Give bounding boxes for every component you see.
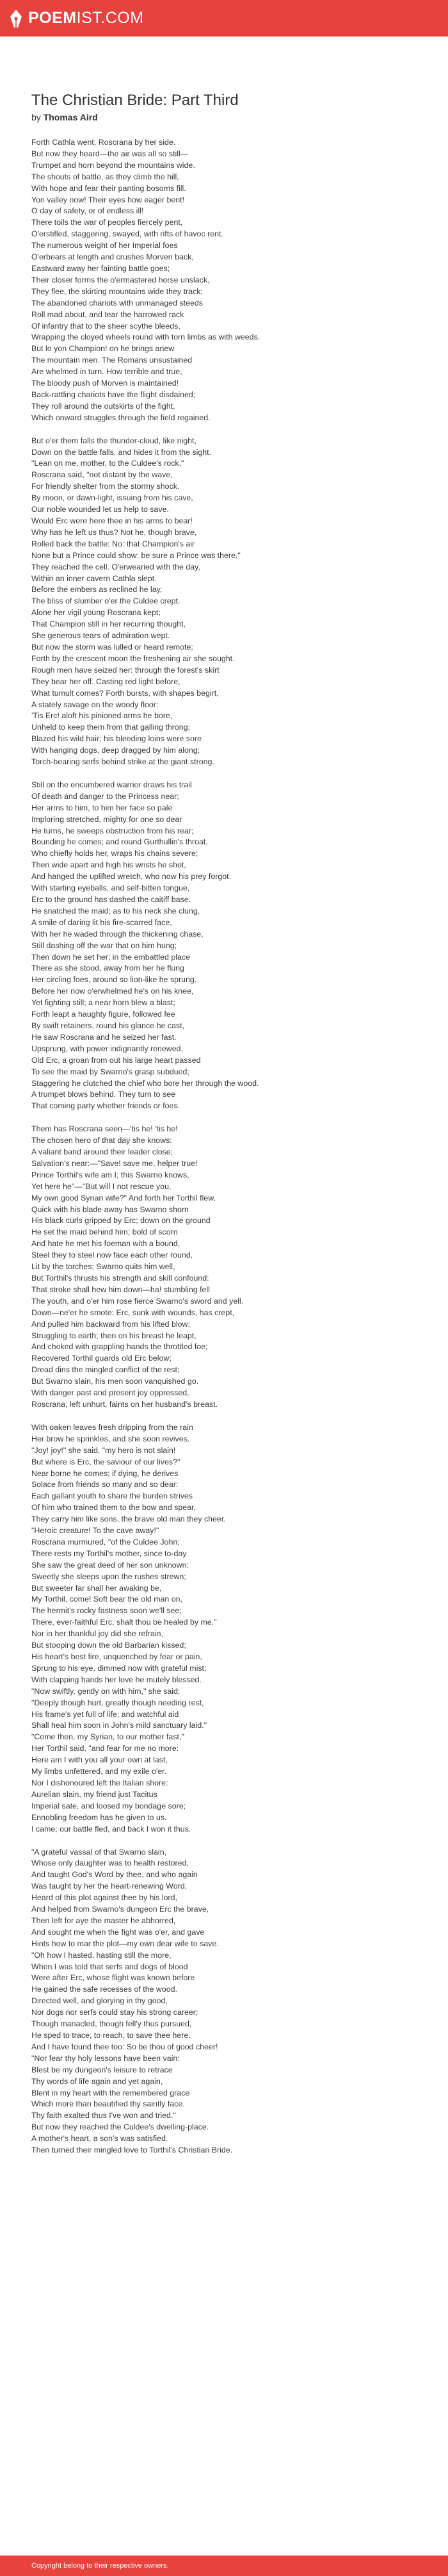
poem-line: The abandoned chariots with unmanaged steeds [31, 298, 203, 308]
poem-line: Trumpet and horn beyond the mountains wide. [31, 160, 195, 170]
poem-line: With danger past and present joy oppressed, [31, 1388, 189, 1398]
poem-line: He saw Roscrana and he seized her fast. [31, 1032, 177, 1042]
top-bar [0, 0, 448, 37]
poem-line: He turns, he sweeps obstruction from his rear; [31, 826, 194, 835]
poem-line: "Now swiftly, gently on with him," she said; [31, 1686, 180, 1696]
stanza [31, 1124, 428, 1411]
poem-line: Nor in her thankful joy did she refrain, [31, 1629, 163, 1639]
poem-header [31, 91, 422, 123]
poem-line: Aurelian slain, my friend just Tacitus [31, 1789, 157, 1799]
poem-line: Nor dogs nor serfs could stay his strong career; [31, 2008, 198, 2017]
poem-line: He gained the safe recesses of the wood. [31, 1985, 177, 1994]
stanza [31, 780, 428, 1112]
poem-line: Roscrana said, "not distant by the wave, [31, 470, 173, 480]
quill-nib-icon[interactable] [9, 9, 23, 28]
poem-line: Salvation's near:—"Save! save me, helper true! [31, 1158, 198, 1168]
poem-line: His frame's yet full of life; and watchful aid [31, 1709, 179, 1719]
poem-line: The youth, and o'er him rose fierce Swarno's sword and yell. [31, 1296, 244, 1306]
copyright-text: Copyright belong to their respective owners. [31, 2562, 169, 2570]
poem-line: The shouts of battle, as they climb the hill, [31, 172, 179, 181]
poem-line: "Nor fear thy holy lessons have been vain: [31, 2053, 180, 2063]
poem-line: They roll around the outskirts of the fight, [31, 401, 175, 411]
poem-line: Near borne he comes; if dying, he derives [31, 1468, 179, 1478]
poem-line: But stooping down the old Barbarian kissed; [31, 1641, 186, 1650]
logo-text-bold: POEM [28, 9, 77, 27]
poem-line: Are whelmed in turn. How terrible and true, [31, 367, 182, 377]
poem-line: By moon, or dawn-light, issuing from his cave, [31, 493, 193, 503]
poem-line: Rolled back the battle: No: that Champion's air [31, 539, 195, 548]
poem-line: None but a Prince could show: be sure a Prince was there." [31, 550, 241, 560]
poem-line: A trumpet blows behind. They turn to see [31, 1090, 175, 1099]
poem-line: Our noble wounded let us help to save. [31, 505, 169, 514]
poem-line: But now they reached the Culdee's dwelling-place. [31, 2122, 209, 2132]
poem-line: Would Erc were here thee in his arms to bear! [31, 516, 193, 525]
poem-line: Nor I dishonoured left the Italian shore: [31, 1778, 168, 1787]
poem-line: Whose only daughter was to health restored, [31, 1858, 189, 1868]
poem-line: Yon valley now! Their eyes how eager bent! [31, 195, 185, 204]
poem-line: But where is Erc, the saviour of our lives?" [31, 1457, 180, 1466]
poem-line: Erc to the ground has dashed the caitiff base. [31, 895, 191, 904]
poem-line: Solace from friends so many and so dear: [31, 1480, 179, 1489]
poem-line: But now they heard—the air was all so still— [31, 149, 189, 158]
poem-line: Then turned their mingled love to Torthil's Christian Bride. [31, 2145, 233, 2155]
poem-line: My Torthil, come! Soft bear the old man on, [31, 1595, 182, 1604]
poem-line: Blazed his wild hair; his bleeding loins were sore [31, 734, 202, 744]
poem-line: "Oh how I hasted, hasting still the more, [31, 1950, 172, 1960]
poem-line: Still dashing off the war that on him hung; [31, 940, 177, 950]
poem-line: For friendly shelter from the stormy shock. [31, 482, 180, 491]
poem-line: Hints how to mar the plot—my own dear wife to save. [31, 1939, 219, 1948]
poem-line: Then wide apart and high his wrists he shot, [31, 860, 186, 870]
poem-line: Lit by the torches; Swarno quits him well, [31, 1262, 175, 1272]
poem-line: When I was told that serfs and dogs of blood [31, 1962, 188, 1971]
poem-line: But sweeter far shall her awaking be, [31, 1583, 162, 1593]
poem-line: She saw the great deed of her son unknown: [31, 1560, 189, 1570]
poem-line: "Heroic creature! To the cave away!" [31, 1526, 159, 1536]
poem-line: Alone her vigil young Roscrana kept; [31, 608, 161, 618]
poem-line: There, ever-faithful Erc, shalt thou be healed by me." [31, 1618, 217, 1627]
poem-line: He sped to trace, to reach, to save thee here. [31, 2031, 191, 2040]
poem-line: The bloody push of Morven is maintained! [31, 379, 179, 388]
poem-line: 'Tis Erc! aloft his pinioned arms he bore, [31, 711, 173, 721]
poem-line: "Deeply though hurt, greatly though needing rest, [31, 1698, 204, 1707]
poem-line: Were after Erc, whose flight was known before [31, 1973, 195, 1983]
poem-line: But o'er them falls the thunder-cloud, like night, [31, 436, 196, 445]
poem-line: Steel they to steel now face each other round, [31, 1251, 193, 1260]
poem-line: He snatched the maid; as to his neck she clung, [31, 906, 200, 915]
poem-line: There as she stood, away from her he flung [31, 964, 184, 973]
poem-line: Then down he set her; in the embattled place [31, 952, 190, 962]
poem-line: Within an inner cavern Cathla slept. [31, 573, 157, 583]
poem-line: Back-rattling chariots have the flight disdained; [31, 390, 196, 399]
poem-line: And hate he met his foeman with a bound, [31, 1239, 180, 1249]
poem-line: But Torthil's thrusts his strength and skill confound: [31, 1274, 209, 1283]
poem-title: The Christian Bride: Part Third [31, 92, 239, 109]
poem-line: Roscrana murmured, "of the Culdee John; [31, 1537, 180, 1546]
poem-line: Yet here he"—"But will I not rescue you, [31, 1181, 172, 1191]
poem-line: That stroke shall hew him down—ha! stumbling fell [31, 1284, 210, 1294]
poem-line: Forth by the crescent moon the freshening air she sought. [31, 653, 235, 663]
poem-line: They bear her off. Casting red light before, [31, 677, 180, 686]
stanza [31, 1422, 428, 1835]
poem-line: Eastward away her fainting battle goes; [31, 263, 170, 273]
poem-line: They flee, the skirting mountains wide they track; [31, 286, 203, 296]
poem-line: With clapping hands her love he mutely blessed. [31, 1675, 202, 1684]
poem-line: Imploring stretched, mighty for one so dear [31, 814, 182, 824]
poem-line: Who chiefly holds her, wraps his chains severe; [31, 849, 198, 858]
poem-line: Was taught by her the heart-renewing Word, [31, 1882, 188, 1891]
poem-line: My own good Syrian wife?" And forth her Torthil flew. [31, 1193, 216, 1202]
poem-line: With oaken leaves fresh dripping from the rain [31, 1422, 193, 1432]
poem-line: He set the maid behind him; bold of scorn [31, 1227, 178, 1237]
poem-line: But lo yon Champion! on he brings anew [31, 344, 175, 354]
poem-line: Why has he left us thus? Not he, though brave, [31, 527, 197, 537]
poem-line: Down on the battle falls, and hides it from the sight. [31, 447, 212, 457]
poem-line: The hermit's rocky fastness soon we'll see; [31, 1606, 182, 1616]
poem-line: But now the storm was lulled or heard remote; [31, 642, 193, 652]
poem-line: Them has Roscrana seen—'tis he! 'tis he! [31, 1124, 178, 1134]
poem-line: She generous tears of admiration wept. [31, 631, 170, 641]
poem-line: Upsprung, with power indignantly renewed, [31, 1044, 183, 1053]
poem-line: Struggling to earth; then on his breast he leapt, [31, 1331, 196, 1340]
poem-line: Bounding he comes; and round Gurthullin's throat, [31, 837, 208, 847]
poem-line: Recovered Torthil guards old Erc below; [31, 1354, 172, 1363]
poem-line: Yet fighting still; a near horn blew a blast; [31, 998, 175, 1008]
poem-line: By swift retainers, round his glance he cast, [31, 1021, 184, 1030]
poem-line: A stately savage on the woody floor: [31, 700, 159, 709]
poem-line: Each gallant youth to share the burden strives [31, 1491, 193, 1501]
poem-line: His black curls gripped by Erc; down on the ground [31, 1216, 211, 1226]
poem-line: Staggering he clutched the chief who bore her through the wood. [31, 1078, 259, 1088]
poem-line: "Joy! joy!" she said, "my hero is not slain! [31, 1445, 176, 1455]
poem-line: And sought me when the fight was o'er, and gave [31, 1927, 205, 1937]
poem-line: Ennobling freedom has he given to us. [31, 1812, 167, 1822]
poem-line: Torch-bearing serfs behind strike at the giant strong. [31, 757, 214, 767]
poem-line: And I have found thee too: So be thou of good cheer! [31, 2042, 218, 2051]
poem-line: But Swarno slain, his men soon vanquished go. [31, 1377, 199, 1386]
poem-line: Sweetly she sleeps upon the rushes strewn; [31, 1571, 186, 1581]
poem-line: Shall heal him soon in John's mild sanctuary laid." [31, 1721, 207, 1730]
poem-line: Dread dins the mingled conflict of the rest; [31, 1365, 180, 1375]
poem-line: I came; our battle fled, and back I won it thus. [31, 1824, 191, 1834]
poem-line: Here am I with you all your own at last, [31, 1755, 168, 1765]
poem-line: Forth Cathla went, Roscrana by her side. [31, 138, 176, 147]
poem-line: With starting eyeballs, and self-bitten tongue, [31, 883, 190, 893]
poem-line: Forth leapt a haughty figure, followed fee [31, 1010, 175, 1019]
poem-line: Blest be my dungeon's leisure to retrace [31, 2065, 173, 2074]
poem-line: With hanging dogs, deep dragged by him along; [31, 746, 200, 755]
poem-line: The mountain men. The Romans unsustained [31, 356, 193, 365]
poem-line: And hanged the uplifted wretch, who now his prey forgot. [31, 872, 232, 882]
poem-line: His heart's best fire, unquenched by fear or pain, [31, 1652, 202, 1661]
by-label: by [31, 112, 41, 122]
site-logo[interactable] [28, 9, 144, 28]
author-link[interactable]: Thomas Aird [43, 112, 98, 122]
stanza [31, 436, 428, 768]
poem-line: Roscrana, left unhurt, faints on her husband's breast. [31, 1399, 218, 1409]
poem-line: A valiant band around their leader close; [31, 1147, 173, 1157]
poem-line: Thy faith exalted thus I've won and tried." [31, 2111, 176, 2121]
poem-line: A mother's heart, a son's was satisfied. [31, 2134, 168, 2144]
poem-line: And helped from Swarno's dungeon Erc the brave, [31, 1905, 209, 1914]
byline [31, 111, 422, 123]
poem-line: Blent in my heart with the remembered grace [31, 2088, 190, 2097]
poem-line: With her he waded through the thickening chase, [31, 929, 204, 939]
poem-line: Though manacled, though fell'y thus pursued, [31, 2019, 192, 2029]
poem-line: O'erbears at length and crushes Morven back, [31, 252, 194, 262]
poem-line: There rests my Torthil's mother, since to-day [31, 1548, 187, 1558]
poem-line: Then left for aye the master he abhorred, [31, 1916, 176, 1925]
poem-line: They carry him like sons, the brave old man they cheer. [31, 1514, 226, 1524]
poem-line: To see the maid by Swarno's grasp subdued; [31, 1067, 189, 1076]
poem-line: That Champion still in her recurring thought, [31, 619, 186, 629]
poem-line: "A grateful vassal of that Swarno slain, [31, 1847, 167, 1857]
poem-line: Before the embers as reclined he lay, [31, 585, 163, 595]
poem-line: Which more than beautified thy saintly face. [31, 2099, 185, 2109]
poem-line: Her Torthil said, "and fear for me no more: [31, 1744, 179, 1753]
poem-line: Still on the encumbered warrior draws his trail [31, 780, 192, 789]
poem-line: Thy words of life again and yet again, [31, 2076, 163, 2086]
poem-line: Rough men have seized her: through the forest's skirt [31, 665, 220, 675]
poem-line: They reached the cell. O'erwearied with the day, [31, 562, 200, 571]
stanza [31, 137, 428, 424]
poem-line: Prince Torthil's wife am I; this Swarno knows, [31, 1170, 189, 1179]
poem-line: There toils the war of peoples fiercely pent, [31, 218, 183, 227]
poem-line: Her arms to him, to him her face so pale [31, 803, 173, 812]
poem-line: The chosen hero of that day she knows: [31, 1136, 172, 1145]
poem-line: Her brow he sprinkles, and she soon revives. [31, 1434, 190, 1443]
poem-line: Of infantry that to the sheer scythe bleeds, [31, 321, 180, 331]
poem-line: The bliss of slumber o'er the Culdee crept. [31, 596, 180, 606]
poem-line: Of death and danger to the Princess near; [31, 791, 179, 801]
poem-line: Their closer forms the o'ermastered horse unslack, [31, 275, 210, 284]
poem-line: That coming party whether friends or foes. [31, 1101, 180, 1111]
poem-line: Quick with his blade away has Swarno shorn [31, 1204, 189, 1214]
poem-line: The numerous weight of her Imperial foes [31, 241, 178, 250]
poem-line: Roll mad about, and tear the harrowed rack [31, 309, 184, 319]
poem-line: Wrapping the cloyed wheels round with torn limbs as with weeds. [31, 332, 260, 342]
poem-line: Old Erc, a groan from out his large heart passed [31, 1055, 201, 1065]
poem-line: Heard of this plot against thee by his lord, [31, 1893, 177, 1903]
poem-line: Down—ne'er he smote: Erc, sunk with wounds, has crept, [31, 1308, 235, 1317]
poem-line: Of him who trained them to the bow and spear, [31, 1503, 196, 1513]
logo-text-light: IST.COM [76, 9, 144, 27]
poem-body [31, 137, 428, 2168]
poem-line: "Come then, my Syrian, to our mother fast," [31, 1732, 184, 1742]
poem-line: Which onward struggles through the field regained. [31, 413, 211, 422]
stanza [31, 1847, 428, 2156]
poem-line: Directed well, and glorying in thy good, [31, 1996, 168, 2006]
poem-line: "Lean on me, mother, to the Culdee's rock," [31, 459, 184, 468]
poem-line: A smile of daring lit his fire-scarred face, [31, 917, 172, 927]
poem-line: Sprung to his eye, dimmed now with grateful mist; [31, 1663, 207, 1673]
poem-line: My limbs unfettered, and my exile o'er. [31, 1767, 167, 1776]
poem-line: And pulled him backward from his lifted blow; [31, 1319, 190, 1329]
footer-bar [0, 2555, 448, 2576]
poem-line: O day of safety, or of endless ill! [31, 206, 144, 216]
poem-line: And choked with grappling hands the throttled foe; [31, 1342, 208, 1352]
poem-line: Unheld to keep them from that galling throng; [31, 723, 190, 732]
poem-line: Imperial sate, and loosed my bondage sore; [31, 1801, 186, 1810]
poem-line: O'erstifled, staggering, swayed, with rifts of havoc rent. [31, 229, 223, 239]
poem-line: What tumult comes? Forth bursts, with shapes begirt, [31, 688, 219, 698]
poem-line: Before her now o'erwhelmed he's on his knee, [31, 987, 194, 996]
poem-line: Her circling foes, around so lion-like he sprung. [31, 975, 197, 985]
poem-line: And taught God's Word by thee, and who again [31, 1870, 198, 1880]
poem-line: With hope and fear their panting bosoms fill. [31, 183, 186, 193]
